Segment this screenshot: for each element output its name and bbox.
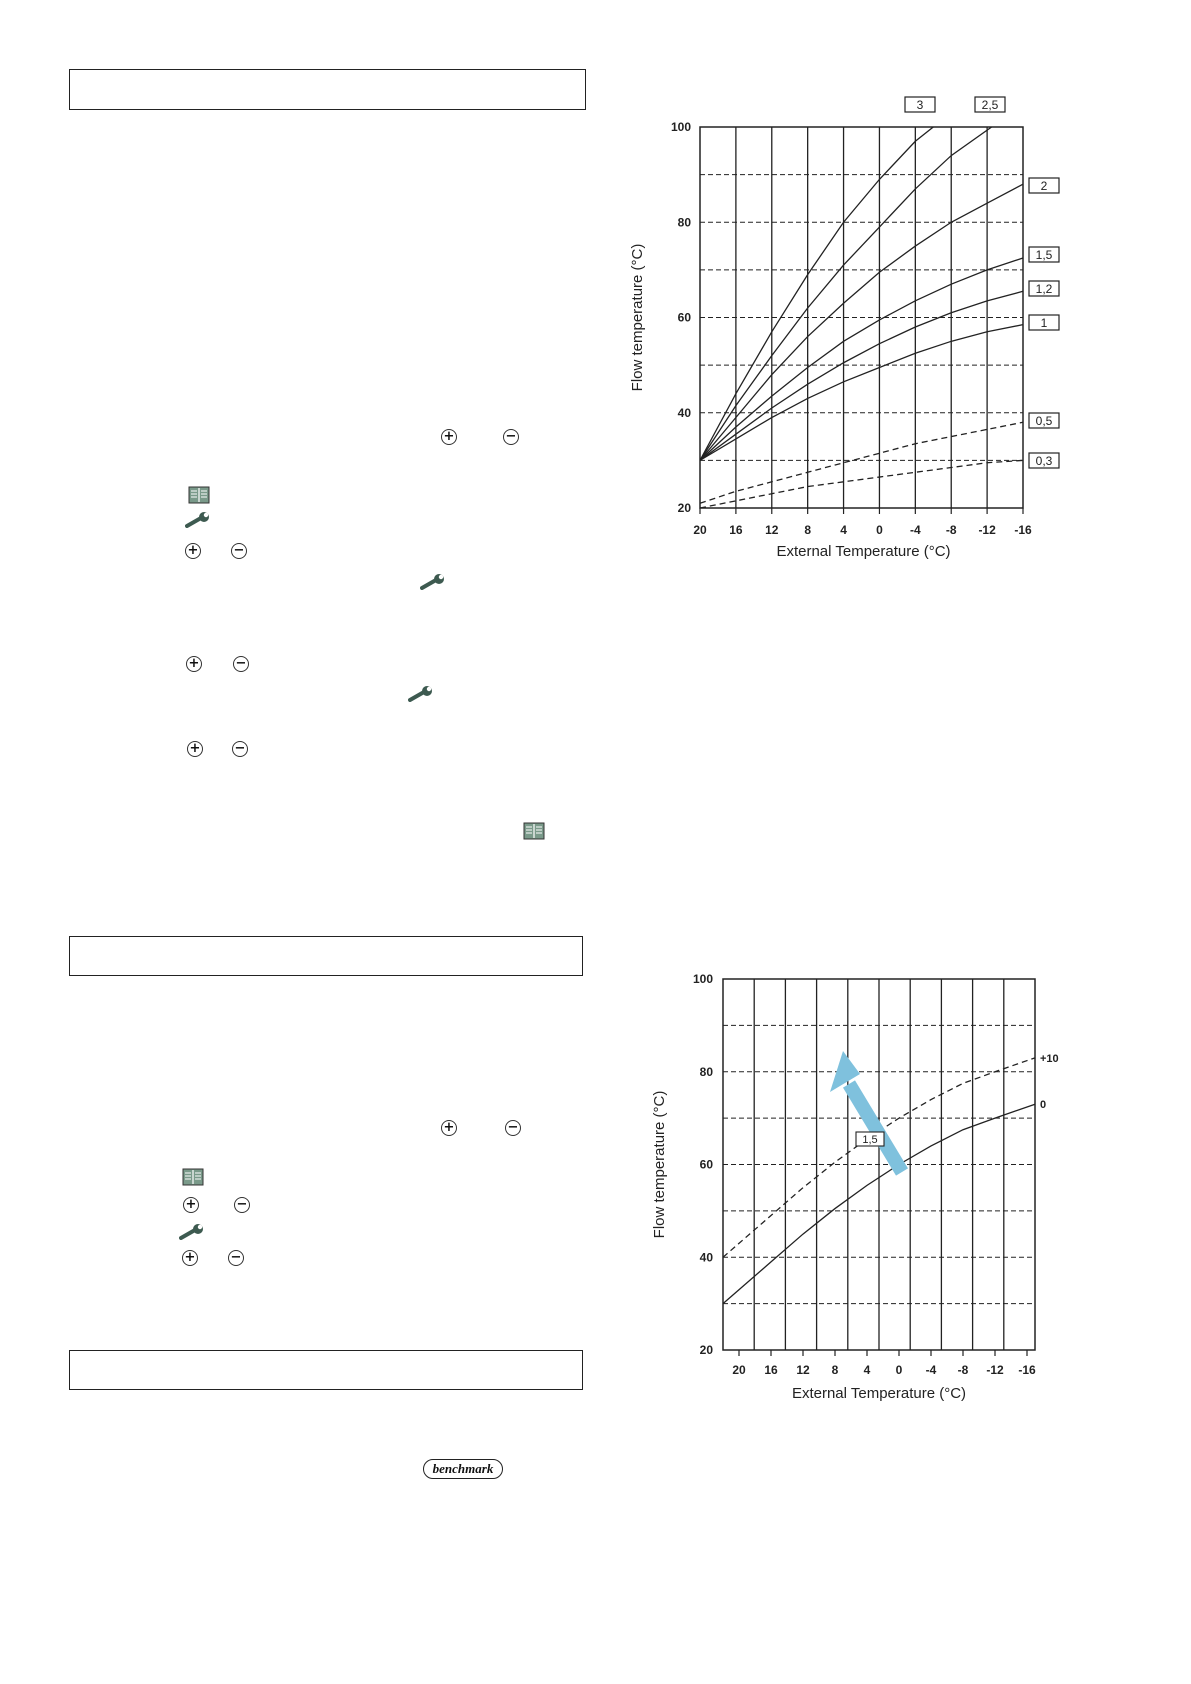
- y-tick-label: 20: [677, 501, 691, 515]
- series-label: 0: [1040, 1099, 1047, 1112]
- series-line-1-2: [700, 291, 1023, 460]
- minus-button-icon[interactable]: −: [231, 543, 247, 559]
- plus-button-icon[interactable]: +: [187, 741, 203, 757]
- minus-button-icon[interactable]: −: [503, 429, 519, 445]
- series-label: 1,2: [1035, 282, 1053, 296]
- y-tick-label: 80: [699, 1064, 713, 1079]
- x-axis-label: External Temperature (°C): [791, 1385, 967, 1402]
- series-label: 2: [1040, 179, 1048, 193]
- x-tick-label: -8: [957, 1363, 969, 1377]
- plus-button-icon[interactable]: +: [441, 1120, 457, 1136]
- minus-button-icon[interactable]: −: [232, 741, 248, 757]
- wrench-icon: [185, 512, 211, 528]
- x-tick-label: 8: [804, 523, 812, 537]
- book-icon: [182, 1168, 204, 1186]
- plus-button-icon[interactable]: +: [441, 429, 457, 445]
- minus-button-icon[interactable]: −: [233, 656, 249, 672]
- series-line-1: [700, 325, 1023, 461]
- shift-arrow-shaft: [849, 1084, 902, 1172]
- x-tick-label: -16: [1014, 523, 1032, 537]
- x-tick-label: 4: [840, 523, 847, 537]
- series-line-0-5: [700, 422, 1023, 503]
- x-tick-label: 20: [693, 523, 707, 537]
- wrench-icon: [408, 686, 434, 702]
- annotation-label: 1,5: [862, 1134, 878, 1146]
- x-tick-label: -16: [1018, 1363, 1036, 1377]
- y-tick-label: 80: [677, 215, 691, 230]
- curve-shift-chart: [640, 960, 1090, 1420]
- y-tick-label: 60: [699, 1157, 713, 1172]
- plus-button-icon[interactable]: +: [182, 1250, 198, 1266]
- x-tick-label: 16: [729, 523, 743, 537]
- series-line-2: [700, 184, 1023, 460]
- plus-button-icon[interactable]: +: [185, 543, 201, 559]
- series-line-2-5: [700, 127, 992, 460]
- x-tick-label: -8: [945, 523, 957, 537]
- series-label: 0,5: [1035, 414, 1053, 428]
- series-label: 2,5: [981, 98, 999, 112]
- series-label: 1: [1040, 316, 1048, 330]
- x-tick-label: 12: [765, 523, 779, 537]
- section-header-box-2: [69, 936, 583, 976]
- y-tick-label: 40: [677, 405, 691, 420]
- x-tick-label: 20: [732, 1363, 746, 1377]
- book-icon: [523, 822, 545, 840]
- y-tick-label: 20: [699, 1343, 713, 1357]
- series-label: 0,3: [1035, 454, 1053, 468]
- series-label: +10: [1040, 1052, 1059, 1065]
- section-header-box-1: [69, 69, 586, 110]
- benchmark-logo: benchmark: [423, 1459, 503, 1479]
- y-tick-label: 40: [699, 1250, 713, 1265]
- x-tick-label: 12: [796, 1363, 810, 1377]
- series-line-3: [700, 127, 933, 460]
- x-tick-label: 16: [764, 1363, 778, 1377]
- minus-button-icon[interactable]: −: [505, 1120, 521, 1136]
- series-label: 1,5: [1035, 248, 1053, 262]
- wrench-icon: [179, 1224, 205, 1240]
- y-tick-label: 60: [677, 310, 691, 325]
- series-line-0-3: [700, 460, 1023, 508]
- plus-button-icon[interactable]: +: [183, 1197, 199, 1213]
- x-tick-label: -4: [925, 1363, 937, 1377]
- x-tick-label: 0: [876, 523, 883, 537]
- x-axis-label: External Temperature (°C): [776, 543, 951, 560]
- plus-button-icon[interactable]: +: [186, 656, 202, 672]
- shift-arrow: [830, 1051, 902, 1172]
- x-tick-label: -12: [986, 1363, 1004, 1377]
- x-tick-label: 0: [895, 1363, 903, 1377]
- x-tick-label: -4: [909, 523, 921, 537]
- series-label: 3: [916, 98, 924, 112]
- y-axis-label: Flow temperature (°C): [629, 243, 646, 392]
- x-tick-label: 8: [831, 1363, 839, 1377]
- heating-curves-chart: [620, 95, 1070, 585]
- book-icon: [188, 486, 210, 504]
- x-tick-label: 4: [863, 1363, 871, 1377]
- wrench-icon: [420, 574, 446, 590]
- minus-button-icon[interactable]: −: [234, 1197, 250, 1213]
- minus-button-icon[interactable]: −: [228, 1250, 244, 1266]
- y-tick-label: 100: [670, 120, 691, 134]
- y-axis-label: Flow temperature (°C): [651, 1090, 668, 1239]
- x-tick-label: -12: [978, 523, 996, 537]
- section-header-box-3: [69, 1350, 583, 1390]
- y-tick-label: 100: [692, 972, 713, 986]
